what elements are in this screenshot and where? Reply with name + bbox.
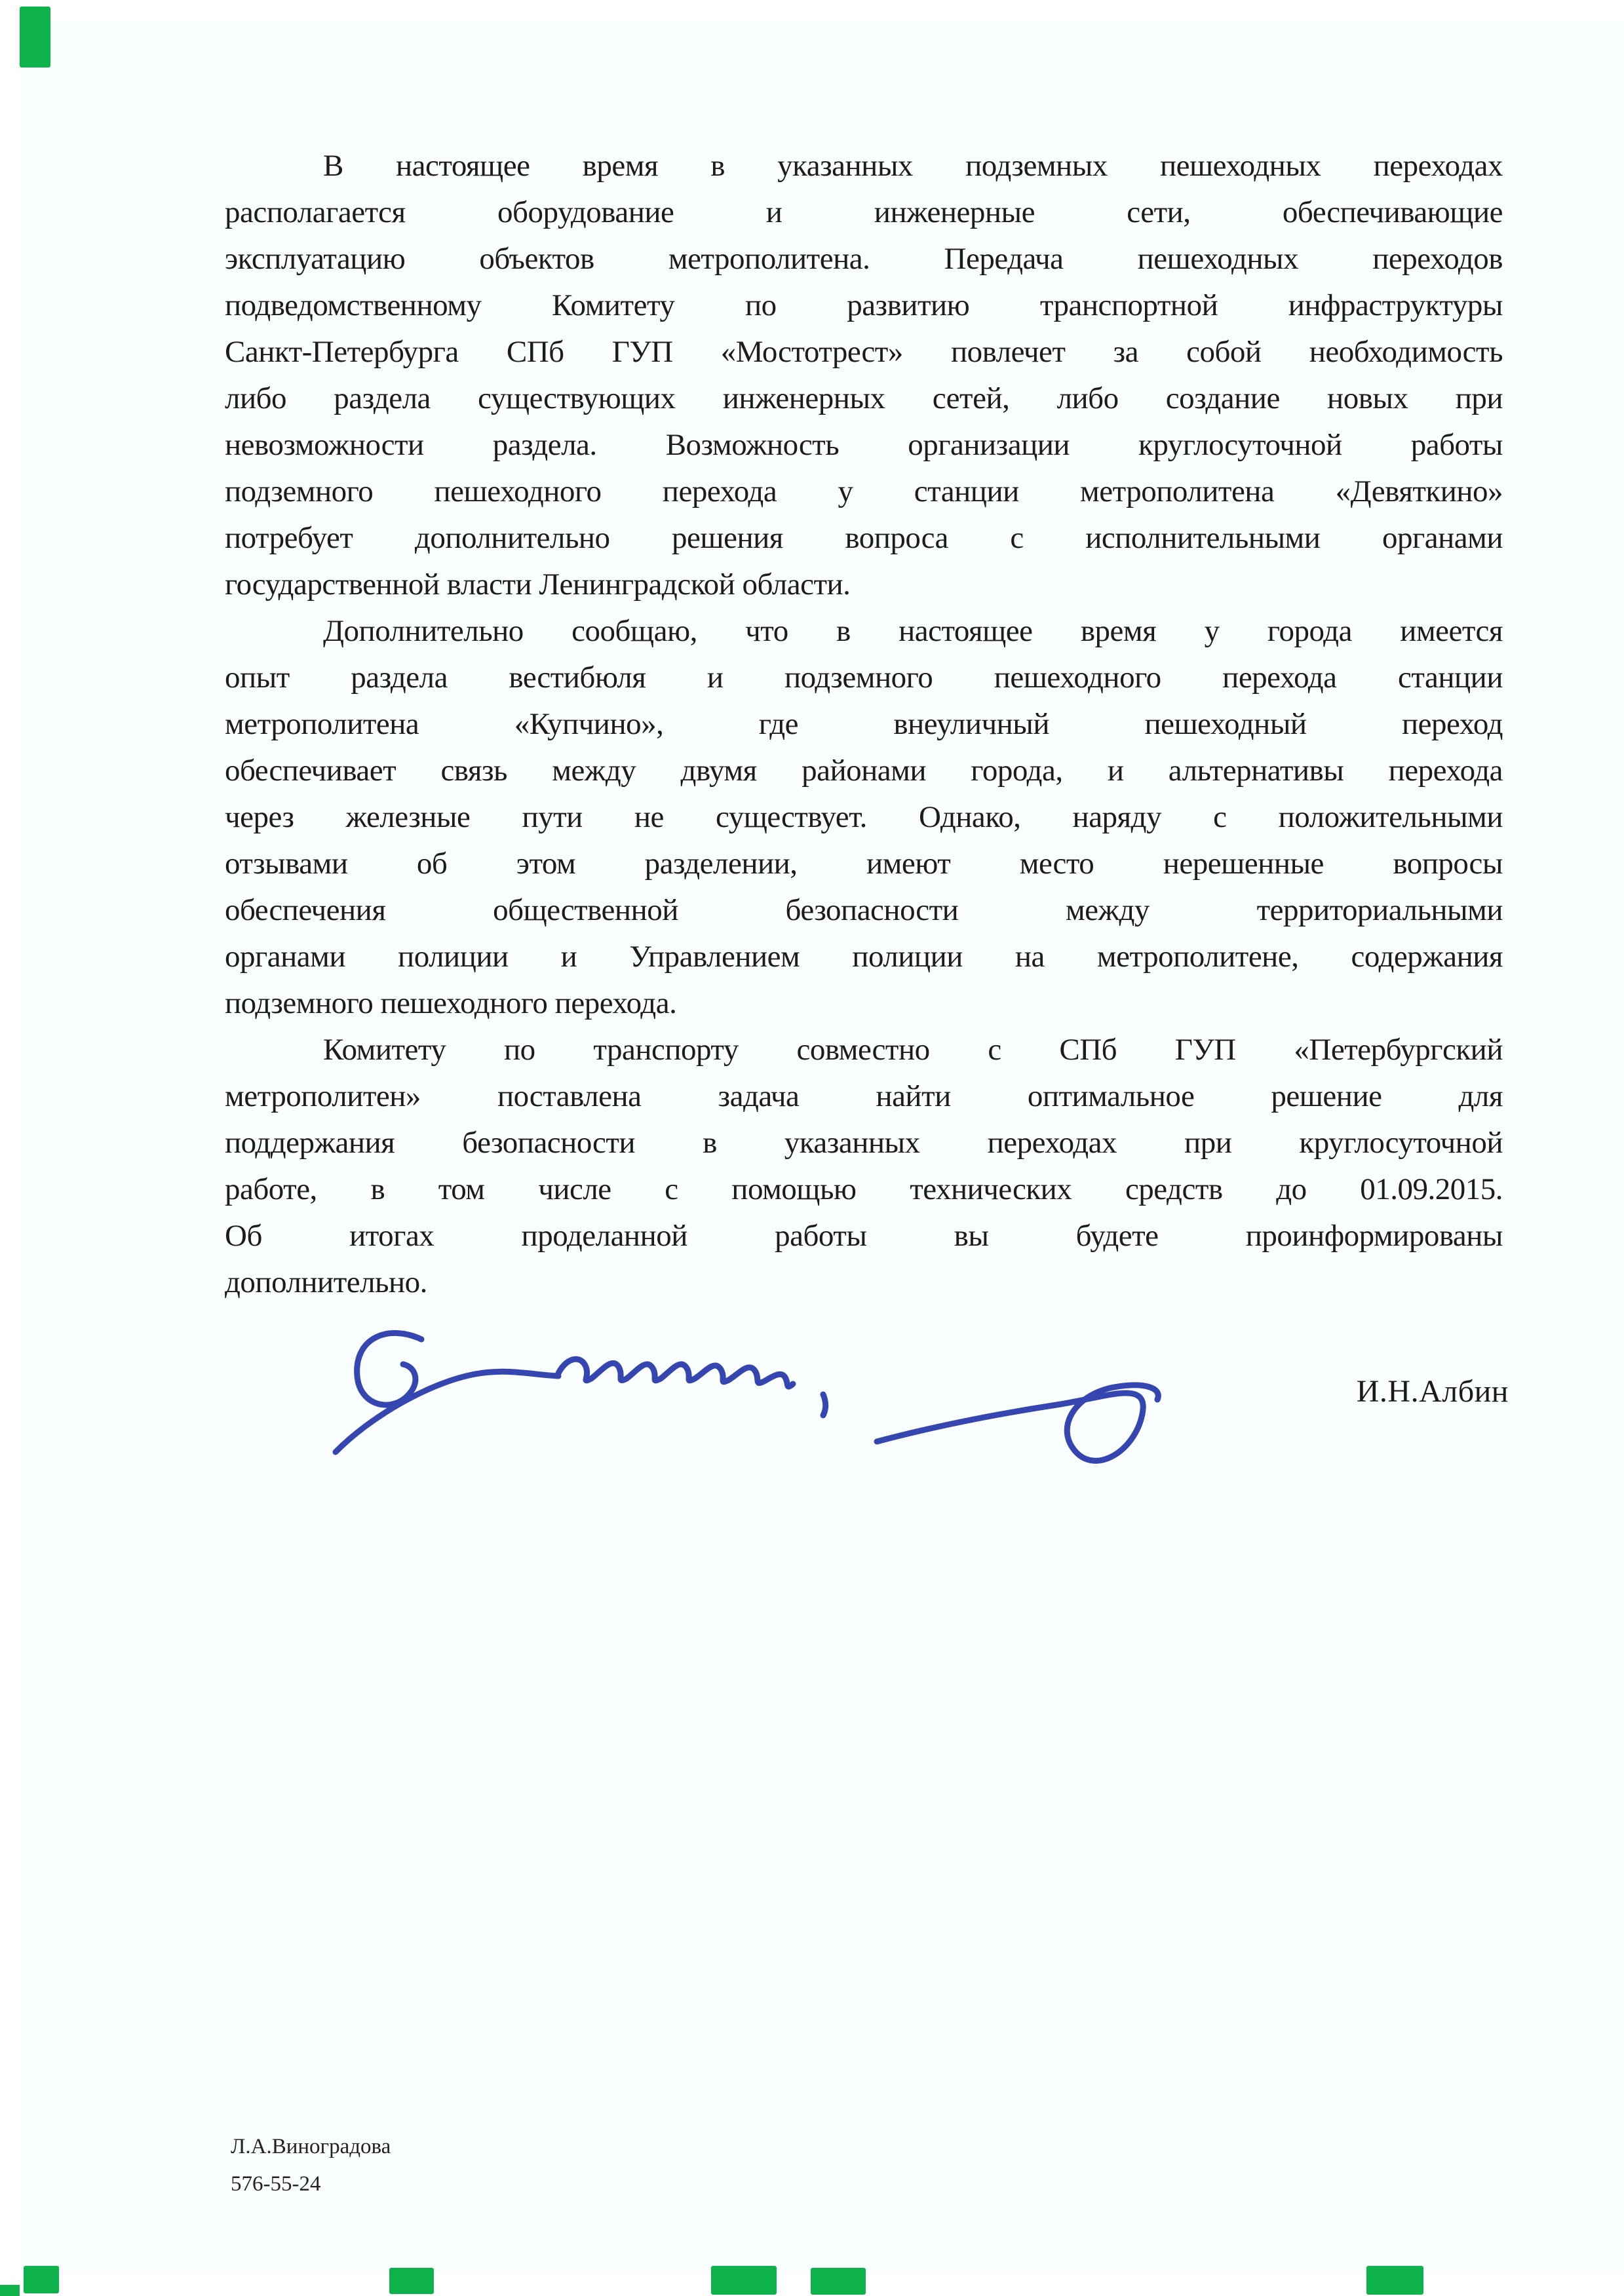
letter-line: подземного пешеходного перехода у станции метрополитена «Девяткино» bbox=[225, 474, 1503, 508]
executor-block bbox=[231, 2128, 391, 2203]
letter-paragraphs bbox=[225, 143, 1503, 1306]
letter-line: работе, в том числе с помощью технических средств до 01.09.2015. bbox=[225, 1172, 1503, 1206]
letter-line: метрополитена «Купчино», где внеуличный пешеходный переход bbox=[225, 707, 1503, 741]
executor-name: Л.А.Виноградова bbox=[231, 2135, 391, 2158]
letter-line: Комитету по транспорту совместно с СПб ГУП «Петербургский bbox=[323, 1033, 1503, 1067]
letter-line: подведомственному Комитету по развитию транспортной инфраструктуры bbox=[225, 288, 1503, 322]
letter-line: либо раздела существующих инженерных сетей, либо создание новых при bbox=[225, 381, 1503, 415]
letter-line: отзывами об этом разделении, имеют место нерешенные вопросы bbox=[225, 847, 1503, 881]
letter-line: поддержания безопасности в указанных переходах при круглосуточной bbox=[225, 1126, 1503, 1160]
letter-line: обеспечения общественной безопасности между территориальными bbox=[225, 893, 1503, 927]
scan-artifact-mark-bottom-3 bbox=[711, 2266, 777, 2295]
letter-line: Об итогах проделанной работы вы будете проинформированы bbox=[225, 1219, 1503, 1253]
letter-line: государственной власти Ленинградской области. bbox=[225, 567, 851, 602]
letter-line: В настоящее время в указанных подземных пешеходных переходах bbox=[323, 149, 1503, 183]
letter-line: эксплуатацию объектов метрополитена. Передача пешеходных переходов bbox=[225, 242, 1503, 276]
scan-artifact-mark-bottom-5 bbox=[1366, 2266, 1423, 2295]
letter-line: органами полиции и Управлением полиции на метрополитене, содержания bbox=[225, 940, 1503, 974]
scan-artifact-mark-bottom-4 bbox=[811, 2268, 866, 2295]
letter-line: Санкт-Петербурга СПб ГУП «Мостотрест» повлечет за собой необходимость bbox=[225, 335, 1503, 369]
letter-line: Дополнительно сообщаю, что в настоящее время у города имеется bbox=[323, 614, 1503, 648]
scan-artifact-mark-bottom-corner bbox=[0, 2285, 20, 2296]
letter-line: через железные пути не существует. Однако, наряду с положительными bbox=[225, 800, 1503, 834]
scan-artifact-mark-bottom-2 bbox=[389, 2268, 434, 2294]
letter-line: подземного пешеходного перехода. bbox=[225, 986, 677, 1020]
letter-line: невозможности раздела. Возможность организации круглосуточной работы bbox=[225, 428, 1503, 462]
letter-line: потребует дополнительно решения вопроса с исполнительными органами bbox=[225, 521, 1503, 555]
letter-line: дополнительно. bbox=[225, 1265, 427, 1299]
letter-line: обеспечивает связь между двумя районами города, и альтернативы перехода bbox=[225, 754, 1503, 788]
executor-phone: 576-55-24 bbox=[231, 2172, 321, 2196]
letter-line: опыт раздела вестибюля и подземного пешеходного перехода станции bbox=[225, 660, 1503, 695]
letter-line: метрополитен» поставлена задача найти оптимальное решение для bbox=[225, 1079, 1503, 1113]
letter-line: располагается оборудование и инженерные сети, обеспечивающие bbox=[225, 195, 1503, 229]
scan-artifact-mark-top-left bbox=[20, 7, 50, 67]
signatory-name: И.Н.Албин bbox=[1356, 1374, 1509, 1409]
scan-artifact-mark-bottom-1 bbox=[24, 2266, 59, 2293]
